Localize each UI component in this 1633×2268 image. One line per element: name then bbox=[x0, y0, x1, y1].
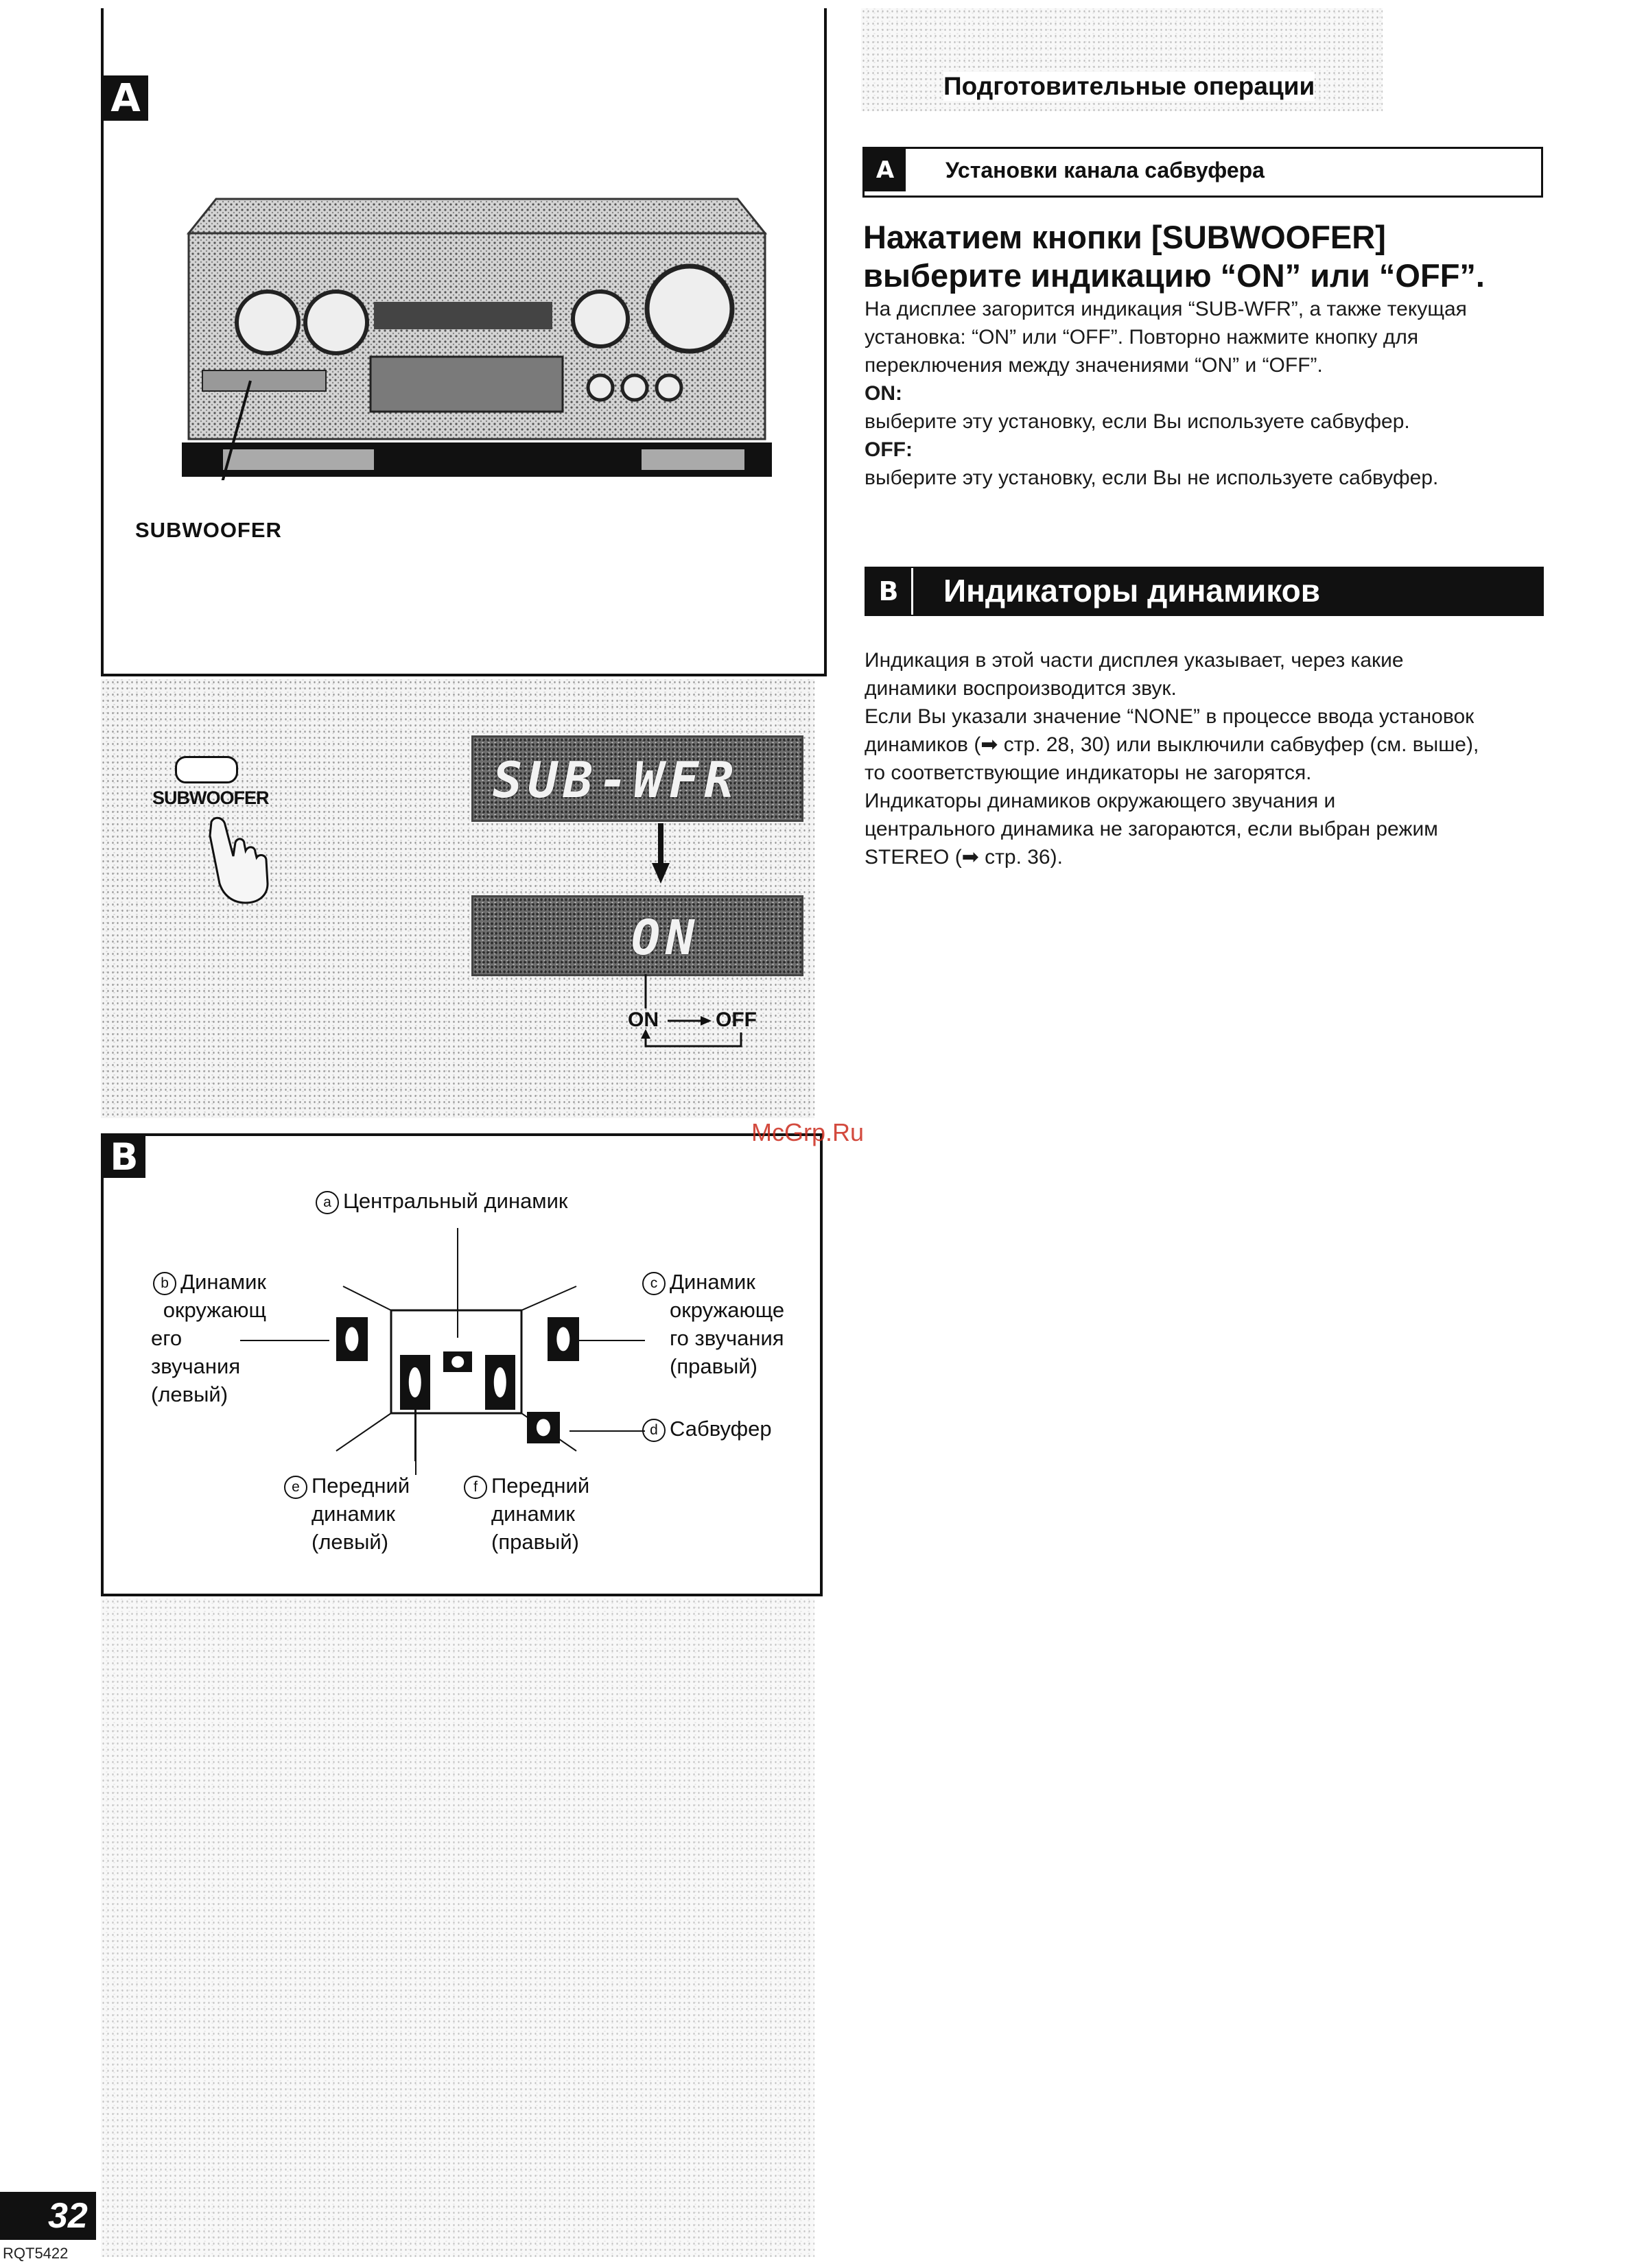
watermark-text: McGrp.Ru bbox=[751, 1118, 865, 1146]
pointing-hand-icon bbox=[204, 815, 273, 908]
label-surround-right: c Динамик окружающе го звучания (правый) bbox=[642, 1268, 784, 1380]
document-code: RQT5422 bbox=[3, 2245, 69, 2262]
down-arrow-icon bbox=[650, 823, 671, 888]
section-b-letter: B bbox=[866, 568, 913, 615]
page-header-title: Подготовительные операции bbox=[943, 72, 1315, 100]
figure-b-letter: B bbox=[103, 1135, 145, 1178]
display1-text: SUB-WFR bbox=[493, 751, 740, 809]
subwoofer-speaker-icon bbox=[527, 1412, 560, 1443]
display2-text: ON bbox=[631, 910, 701, 966]
page-number: 32 bbox=[48, 2196, 88, 2236]
label-front-left: e Передний динамик (левый) bbox=[284, 1472, 410, 1556]
center-speaker-icon bbox=[443, 1351, 472, 1372]
display-sub-wfr bbox=[471, 735, 803, 822]
surround-right-speaker-icon bbox=[548, 1317, 579, 1361]
label-surround-left: b Динамик окружающ его звучания (левый) bbox=[151, 1270, 266, 1406]
front-right-speaker-icon bbox=[485, 1355, 515, 1410]
figure-a-letter: A bbox=[103, 75, 148, 121]
toggle-off-label: OFF bbox=[716, 1008, 757, 1031]
subwoofer-button-label: SUBWOOFER bbox=[152, 788, 269, 808]
label-center-speaker: a Центральный динамик bbox=[316, 1187, 568, 1215]
display-on-off bbox=[471, 895, 803, 976]
toggle-on-label: ON bbox=[628, 1008, 659, 1031]
receiver-subwoofer-label: SUBWOOFER bbox=[135, 518, 282, 542]
section-a-instruction: Нажатием кнопки [SUBWOOFER] выберите индикацию “ON” или “OFF”. bbox=[863, 219, 1485, 294]
subwoofer-button[interactable] bbox=[175, 756, 238, 783]
label-front-right: f Передний динамик (правый) bbox=[464, 1472, 589, 1556]
section-a-subheading: Установки канала сабвуфера bbox=[945, 158, 1265, 182]
section-b-body: Индикация в этой части дисплея указывает, через какие динамики воспроизводится звук. Если Вы указали значение “NONE” в процессе ввода установок динамиков (➡ стр. 28, 30) или выключили сабвуфер (см. выше), то соответствующие индикаторы не загорятся. Индикаторы динамиков окружающего звучания и центрального динамика не загораются, если выбран режим STEREO (➡ стр. 36). bbox=[865, 649, 1479, 869]
label-subwoofer: d Сабвуфер bbox=[642, 1415, 772, 1443]
section-b-heading: Индикаторы динамиков bbox=[943, 573, 1321, 609]
surround-left-speaker-icon bbox=[336, 1317, 368, 1361]
receiver-illustration bbox=[175, 192, 779, 480]
section-a-letter: A bbox=[865, 149, 906, 191]
lower-left-texture bbox=[101, 1598, 814, 2257]
front-left-speaker-icon bbox=[400, 1355, 430, 1410]
section-a-body: На дисплее загорится индикация “SUB-WFR”, а также текущая установка: “ON” или “OFF”. Повторно нажмите кнопку для переключения между значениями “ON” и “OFF”. ON: выберите эту установку, если Вы используете сабвуфер. OFF: выберите эту установку, если Вы не используете сабвуфер. bbox=[865, 298, 1467, 489]
